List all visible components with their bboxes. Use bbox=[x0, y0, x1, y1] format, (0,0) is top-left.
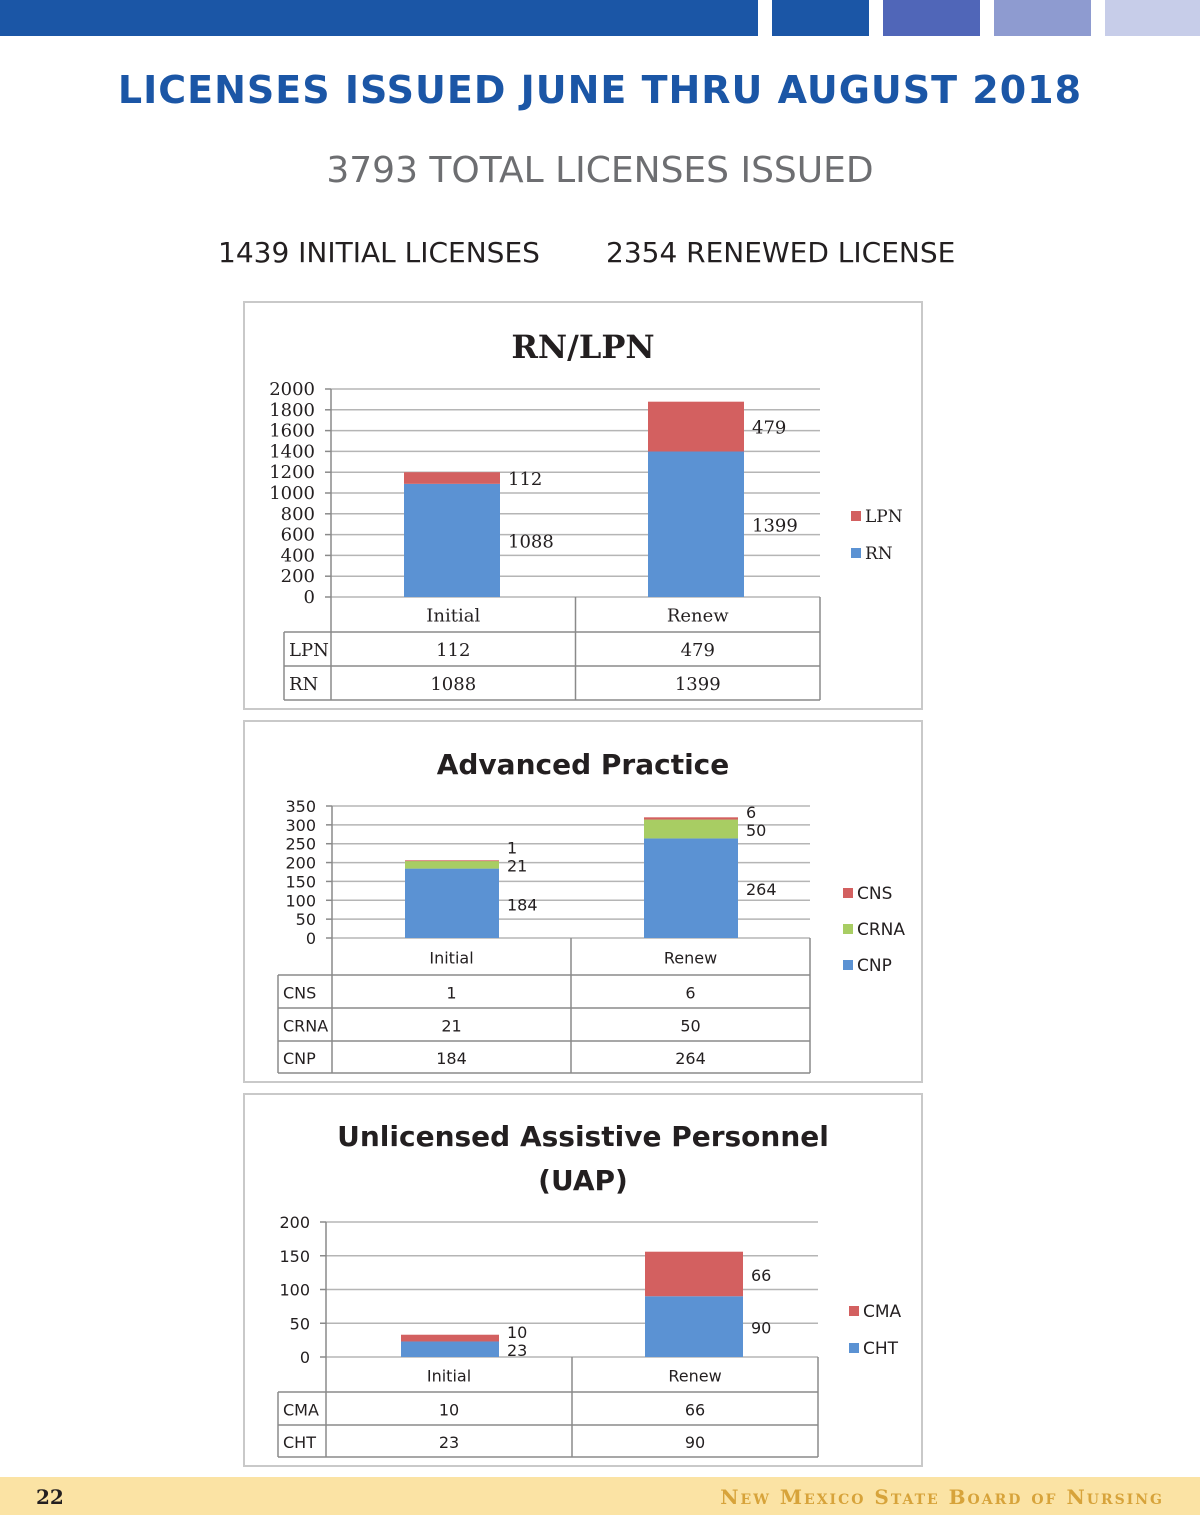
organization-name: New Mexico State Board of Nursing bbox=[720, 1485, 1164, 1509]
bar-renew-cht bbox=[645, 1296, 743, 1357]
chart-uap bbox=[245, 1095, 921, 1465]
renewed-licenses: 2354 RENEWED LICENSE bbox=[606, 236, 956, 269]
data-label-renew-cma: 66 bbox=[751, 1265, 772, 1285]
legend-swatch-cns bbox=[843, 888, 853, 898]
legend-swatch-cht bbox=[849, 1343, 859, 1353]
chart-title: RN/LPN bbox=[511, 328, 655, 366]
legend-swatch-cnp bbox=[843, 960, 853, 970]
y-tick-label: 300 bbox=[285, 815, 316, 835]
y-tick-label: 0 bbox=[299, 1348, 310, 1367]
table-cell: 10 bbox=[438, 1400, 460, 1420]
table-cell: 6 bbox=[685, 983, 696, 1003]
chart-advanced-practice bbox=[245, 722, 921, 1081]
page-title: LICENSES ISSUED JUNE THRU AUGUST 2018 bbox=[117, 68, 1083, 112]
table-cell: 66 bbox=[684, 1400, 706, 1420]
category-label-initial: Initial bbox=[426, 1366, 472, 1386]
top-bar-block-1 bbox=[772, 0, 869, 36]
table-row-label: LPN bbox=[289, 640, 329, 661]
legend-label-cht: CHT bbox=[863, 1339, 899, 1359]
y-tick-label: 1000 bbox=[269, 483, 315, 504]
y-tick-label: 100 bbox=[285, 891, 316, 911]
table-cell: 1399 bbox=[674, 674, 721, 695]
chart-panel-advanced-practice bbox=[243, 720, 923, 1083]
legend-swatch-lpn bbox=[851, 511, 861, 521]
table-cell: 23 bbox=[438, 1433, 460, 1452]
y-tick-label: 50 bbox=[295, 910, 316, 930]
y-tick-label: 0 bbox=[305, 929, 316, 948]
table-cell: 21 bbox=[441, 1016, 462, 1036]
table-row-label: CHT bbox=[283, 1433, 316, 1452]
y-tick-label: 1800 bbox=[269, 399, 315, 421]
y-tick-label: 1600 bbox=[269, 420, 315, 442]
bar-initial-cma bbox=[401, 1335, 499, 1342]
y-tick-label: 200 bbox=[285, 853, 316, 873]
y-tick-label: 100 bbox=[279, 1280, 310, 1300]
y-tick-label: 350 bbox=[285, 797, 316, 816]
chart-title: Advanced Practice bbox=[436, 748, 730, 781]
data-label-initial-cnp: 184 bbox=[507, 895, 538, 915]
chart-rn-lpn bbox=[245, 303, 921, 708]
table-row-label: CMA bbox=[283, 1400, 319, 1420]
table-cell: 479 bbox=[680, 640, 715, 661]
table-row-label: CNP bbox=[283, 1049, 316, 1068]
total-licenses: 3793 TOTAL LICENSES ISSUED bbox=[326, 150, 874, 191]
top-bar-main bbox=[0, 0, 758, 36]
bar-renew-cns bbox=[644, 817, 738, 819]
category-label-renew: Renew bbox=[668, 1366, 722, 1386]
data-label-initial-cht: 23 bbox=[507, 1341, 528, 1361]
top-bar-block-2 bbox=[883, 0, 980, 36]
bar-initial-cnp bbox=[405, 869, 499, 938]
top-bar-block-4 bbox=[1105, 0, 1200, 36]
legend-label-cns: CNS bbox=[857, 884, 893, 904]
bar-renew-lpn bbox=[648, 402, 744, 452]
data-label-initial-cns: 1 bbox=[507, 838, 518, 858]
y-tick-label: 0 bbox=[303, 587, 315, 608]
y-tick-label: 600 bbox=[280, 524, 315, 546]
y-tick-label: 1200 bbox=[269, 462, 315, 484]
bar-renew-cma bbox=[645, 1252, 743, 1297]
chart-panel-uap bbox=[243, 1093, 923, 1467]
legend-label-crna: CRNA bbox=[857, 920, 906, 940]
category-label-renew: Renew bbox=[663, 948, 718, 968]
table-cell: 50 bbox=[680, 1016, 701, 1036]
chart-title: Unlicensed Assistive Personnel bbox=[337, 1120, 829, 1153]
y-tick-label: 2000 bbox=[269, 379, 315, 400]
y-tick-label: 800 bbox=[280, 503, 315, 525]
legend-label-rn: RN bbox=[865, 544, 893, 564]
initial-licenses: 1439 INITIAL LICENSES bbox=[218, 236, 540, 269]
top-bar-block-3 bbox=[994, 0, 1091, 36]
data-label-renew-cns: 6 bbox=[746, 803, 757, 823]
legend-swatch-rn bbox=[851, 548, 861, 558]
bar-initial-crna bbox=[405, 861, 499, 869]
bar-renew-crna bbox=[644, 820, 738, 839]
table-cell: 90 bbox=[684, 1433, 706, 1452]
table-cell: 1 bbox=[446, 983, 457, 1003]
data-label-initial-cma: 10 bbox=[507, 1323, 528, 1343]
y-tick-label: 150 bbox=[285, 872, 316, 892]
legend-swatch-cma bbox=[849, 1306, 859, 1316]
data-label-renew-cnp: 264 bbox=[746, 880, 777, 900]
y-tick-label: 50 bbox=[289, 1314, 310, 1334]
category-label-initial: Initial bbox=[429, 948, 474, 968]
data-label-renew-rn: 1399 bbox=[752, 515, 798, 537]
bar-initial-lpn bbox=[404, 472, 500, 484]
data-label-renew-cht: 90 bbox=[751, 1318, 772, 1338]
table-row-label: CNS bbox=[283, 983, 317, 1003]
table-cell: 1088 bbox=[430, 674, 477, 695]
y-tick-label: 200 bbox=[279, 1213, 310, 1232]
y-tick-label: 1400 bbox=[269, 441, 315, 463]
page-footer bbox=[0, 1477, 1200, 1515]
bar-renew-rn bbox=[648, 452, 744, 597]
legend-label-cnp: CNP bbox=[857, 956, 892, 976]
y-tick-label: 400 bbox=[280, 545, 315, 567]
y-tick-label: 250 bbox=[285, 834, 316, 854]
bar-initial-rn bbox=[404, 484, 500, 597]
data-label-renew-crna: 50 bbox=[746, 821, 767, 841]
category-label-renew: Renew bbox=[666, 605, 729, 627]
table-cell: 264 bbox=[675, 1049, 706, 1068]
data-label-initial-lpn: 112 bbox=[508, 469, 543, 491]
data-label-initial-rn: 1088 bbox=[508, 531, 554, 553]
table-row-label: CRNA bbox=[283, 1016, 329, 1036]
bar-renew-cnp bbox=[644, 838, 738, 938]
legend-swatch-crna bbox=[843, 924, 853, 934]
table-cell: 112 bbox=[436, 640, 471, 661]
table-cell: 184 bbox=[436, 1049, 467, 1068]
data-label-renew-lpn: 479 bbox=[752, 417, 787, 439]
page-number: 22 bbox=[36, 1485, 64, 1509]
legend-label-lpn: LPN bbox=[865, 507, 903, 527]
bar-initial-cht bbox=[401, 1341, 499, 1357]
table-row-label: RN bbox=[289, 674, 319, 695]
y-tick-label: 200 bbox=[280, 566, 315, 588]
chart-title-line-2: (UAP) bbox=[538, 1164, 628, 1197]
chart-panel-rn-lpn bbox=[243, 301, 923, 710]
bar-initial-cns bbox=[405, 860, 499, 861]
legend-label-cma: CMA bbox=[863, 1302, 902, 1322]
data-label-initial-crna: 21 bbox=[507, 856, 528, 876]
y-tick-label: 150 bbox=[279, 1246, 310, 1266]
category-label-initial: Initial bbox=[426, 605, 481, 627]
